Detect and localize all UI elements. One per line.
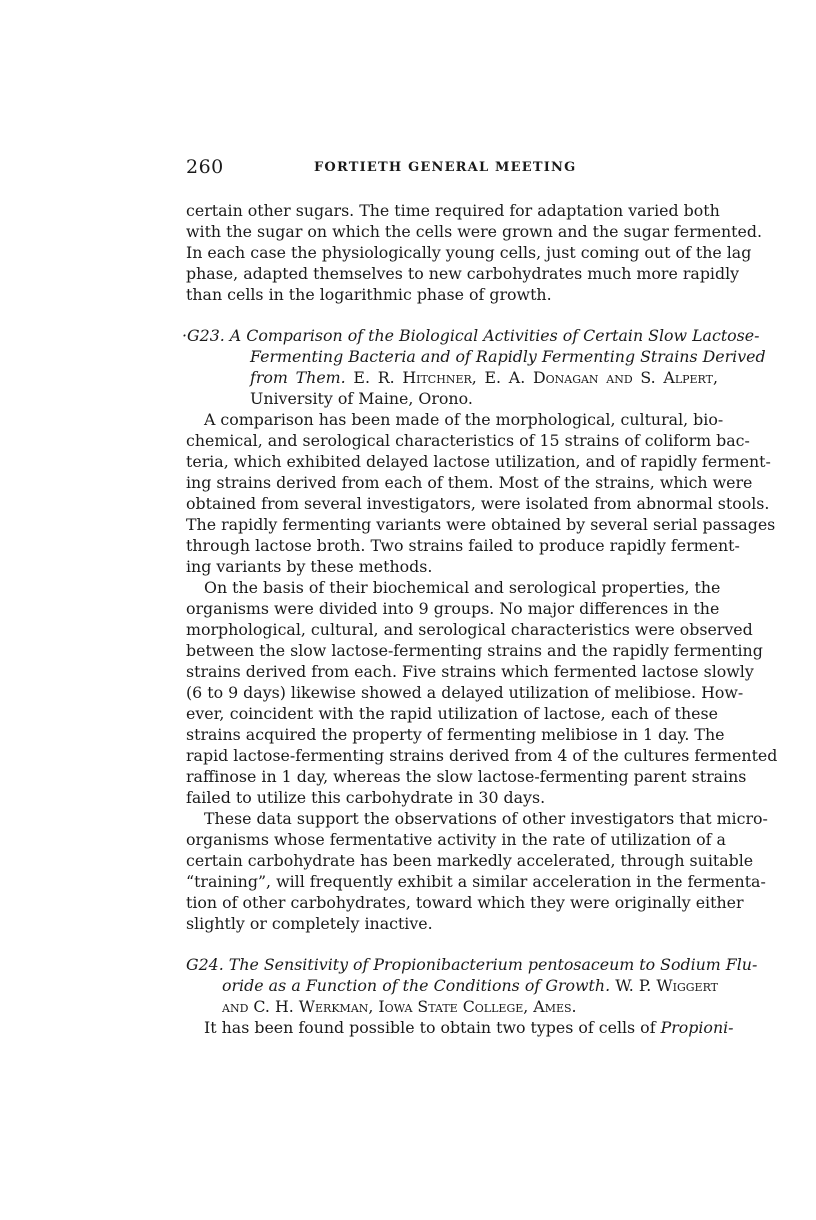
text-line: phase, adapted themselves to new carbohydrates much more rapidly <box>186 264 740 283</box>
abstract-title-part: oride as a Function of the Conditions of Growth. <box>222 976 611 995</box>
text-run-italic: Propioni- <box>660 1018 734 1037</box>
text-line: ever, coincident with the rapid utilization of lactose, each of these <box>186 704 718 723</box>
abstract-title-line <box>186 367 718 388</box>
abstract-title-part: A Comparison of the Biological Activities of Certain Slow Lactose- <box>229 326 760 345</box>
abstract-heading <box>182 325 766 409</box>
abstract-affiliation: University of Maine, Orono. <box>250 389 473 408</box>
abstract-authors: and C. H. Werkman, Iowa State College, Ames. <box>222 997 577 1016</box>
text-line: The rapidly fermenting variants were obtained by several serial passages <box>186 515 776 534</box>
text-line: ing strains derived from each of them. Most of the strains, which were <box>186 473 753 492</box>
text-line: A comparison has been made of the morphological, cultural, bio- <box>204 410 724 429</box>
text-line: organisms were divided into 9 groups. No major differences in the <box>186 599 720 618</box>
abstract-number: ·G23. <box>182 326 225 345</box>
text-line: than cells in the logarithmic phase of growth. <box>186 285 552 304</box>
page-number: 260 <box>186 156 224 178</box>
text-line: rapid lactose-fermenting strains derived from 4 of the cultures fermented <box>186 746 778 765</box>
abstract-title-part: Fermenting Bacteria and of Rapidly Fermenting Strains Derived <box>250 347 766 366</box>
page-header <box>186 156 718 180</box>
text-line: tion of other carbohydrates, toward which they were originally either <box>186 893 744 912</box>
abstract-title-line <box>186 954 758 975</box>
continuation-paragraph <box>186 200 762 305</box>
text-line: “training”, will frequently exhibit a similar acceleration in the fermenta- <box>186 872 766 891</box>
abstract-title-line <box>186 975 718 996</box>
text-line: certain other sugars. The time required for adaptation varied both <box>186 201 720 220</box>
text-line: failed to utilize this carbohydrate in 30 days. <box>186 788 546 807</box>
abstract-authors: W. P. Wiggert <box>615 976 718 995</box>
text-run: It has been found possible to obtain two types of cells of <box>204 1018 656 1037</box>
text-line: strains derived from each. Five strains which fermented lactose slowly <box>186 662 754 681</box>
text-line: strains acquired the property of fermenting melibiose in 1 day. The <box>186 725 725 744</box>
abstract-title-part: The Sensitivity of Propionibacterium pentosaceum to Sodium Flu- <box>228 955 758 974</box>
text-line: ing variants by these methods. <box>186 557 433 576</box>
text-line: On the basis of their biochemical and serological properties, the <box>204 578 721 597</box>
text-line: with the sugar on which the cells were grown and the sugar fermented. <box>186 222 762 241</box>
abstract-paragraph <box>186 409 776 577</box>
text-line: obtained from several investigators, were isolated from abnormal stools. <box>186 494 770 513</box>
text-line: morphological, cultural, and serological characteristics were observed <box>186 620 753 639</box>
text-line: certain carbohydrate has been markedly accelerated, through suitable <box>186 851 754 870</box>
body-text <box>182 200 778 1038</box>
abstract-authors: E. R. Hitchner, E. A. Donagan and S. Alpert, <box>353 368 718 387</box>
text-line: slightly or completely inactive. <box>186 914 433 933</box>
abstract-title-line <box>182 325 760 346</box>
abstract-title-part: from Them. <box>250 368 346 387</box>
text-line: chemical, and serological characteristics of 15 strains of coliform bac- <box>186 431 750 450</box>
abstract-number: G24. <box>186 955 224 974</box>
running-head: FORTIETH GENERAL MEETING <box>314 160 577 175</box>
text-line: In each case the physiologically young cells, just coming out of the lag <box>186 243 752 262</box>
abstract-paragraph <box>186 808 768 934</box>
abstract-authors-line <box>186 996 718 1017</box>
abstract-title-line <box>186 346 766 367</box>
text-line: teria, which exhibited delayed lactose utilization, and of rapidly ferment- <box>186 452 771 471</box>
text-line: through lactose broth. Two strains failed to produce rapidly ferment- <box>186 536 740 555</box>
abstract-g23 <box>182 325 778 934</box>
text-line: raffinose in 1 day, whereas the slow lactose-fermenting parent strains <box>186 767 747 786</box>
abstract-paragraph <box>186 577 778 808</box>
text-line: between the slow lactose-fermenting strains and the rapidly fermenting <box>186 641 763 660</box>
abstract-g24 <box>186 954 758 1038</box>
text-line: organisms whose fermentative activity in the rate of utilization of a <box>186 830 726 849</box>
text-line <box>186 1017 734 1038</box>
text-line: These data support the observations of other investigators that micro- <box>204 809 768 828</box>
text-line: (6 to 9 days) likewise showed a delayed utilization of melibiose. How- <box>186 683 744 702</box>
